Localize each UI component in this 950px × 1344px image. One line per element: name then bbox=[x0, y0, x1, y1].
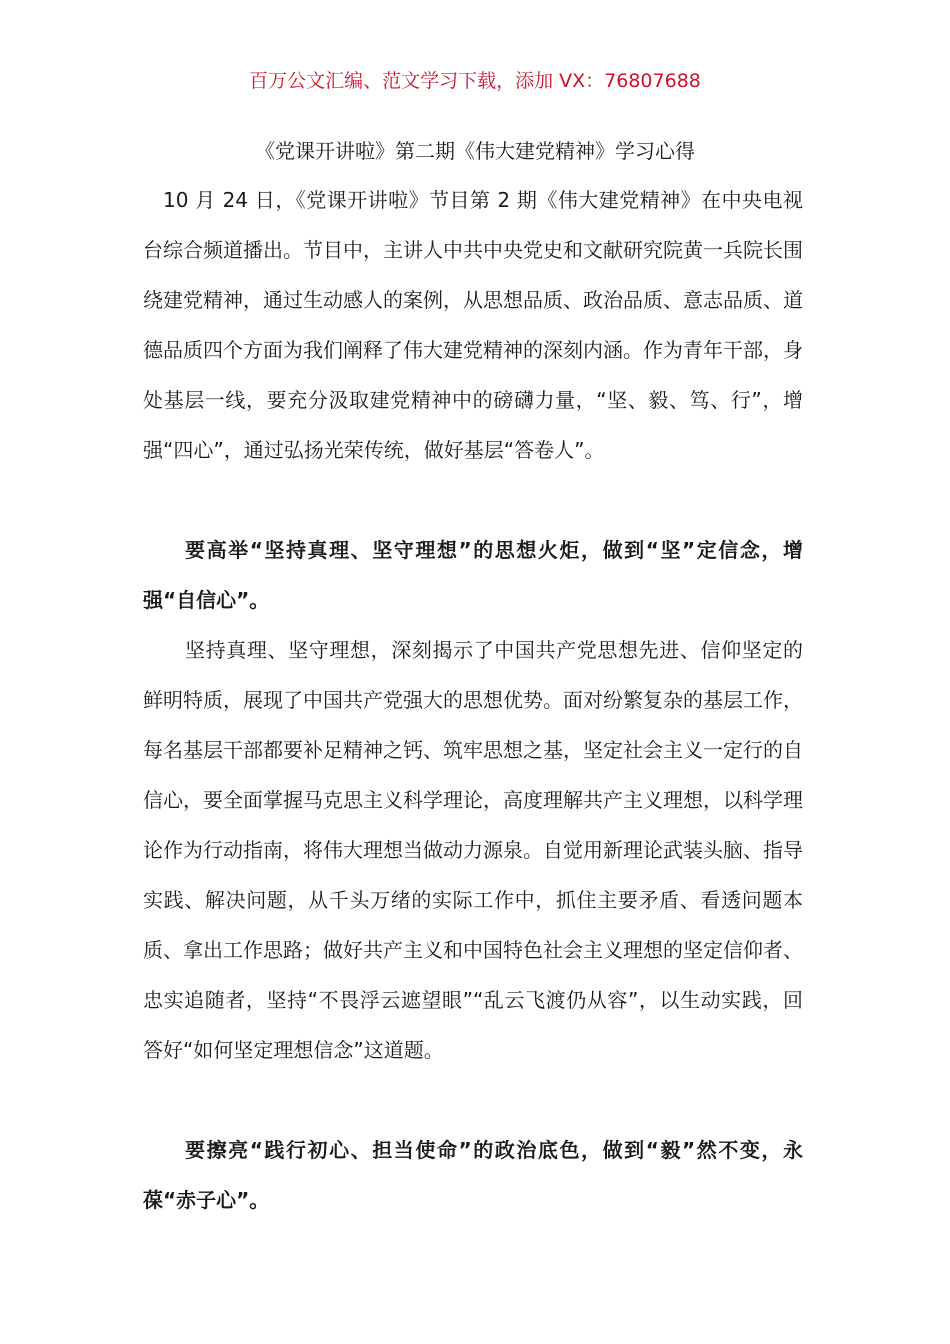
section-heading-2: 要擦亮“践行初心、担当使命”的政治底色，做到“毅”然不变，永葆“赤子心”。 bbox=[143, 1138, 803, 1212]
intro-paragraph: 10 月 24 日，《党课开讲啦》节目第 2 期《伟大建党精神》在中央电视台综合频道播出。节目中，主讲人中共中央党史和文献研究院黄一兵院长围绕建党精神，通过生动感人的案例，从思想品质、政治品质、意志品质、道德品质四个方面为我们阐释了伟大建党精神的深刻内涵。作为青年干部，身处基层一线，要充分汲取建党精神中的磅礴力量，“坚、毅、笃、行”，增强“四心”，通过弘扬光荣传统，做好基层“答卷人”。 bbox=[143, 188, 803, 462]
section-body-1: 坚持真理、坚守理想，深刻揭示了中国共产党思想先进、信仰坚定的鲜明特质，展现了中国共产党强大的思想优势。面对纷繁复杂的基层工作，每名基层干部都要补足精神之钙、筑牢思想之基，坚定社会主义一定行的自信心，要全面掌握马克思主义科学理论，高度理解共产主义理想，以科学理论作为行动指南，将伟大理想当做动力源泉。自觉用新理论武装头脑、指导实践、解决问题，从千头万绪的实际工作中，抓住主要矛盾、看透问题本质、拿出工作思路；做好共产主义和中国特色社会主义理想的坚定信仰者、忠实追随者，坚持“不畏浮云遮望眼”“乱云飞渡仍从容”，以生动实践，回答好“如何坚定理想信念”这道题。 bbox=[143, 638, 803, 1062]
section-heading-1: 要高举“坚持真理、坚守理想”的思想火炬，做到“坚”定信念，增强“自信心”。 bbox=[143, 538, 803, 612]
watermark-header: 百万公文汇编、范文学习下载，添加 VX：76807688 bbox=[249, 70, 701, 92]
document-title: 《党课开讲啦》第二期《伟大建党精神》学习心得 bbox=[255, 139, 695, 163]
